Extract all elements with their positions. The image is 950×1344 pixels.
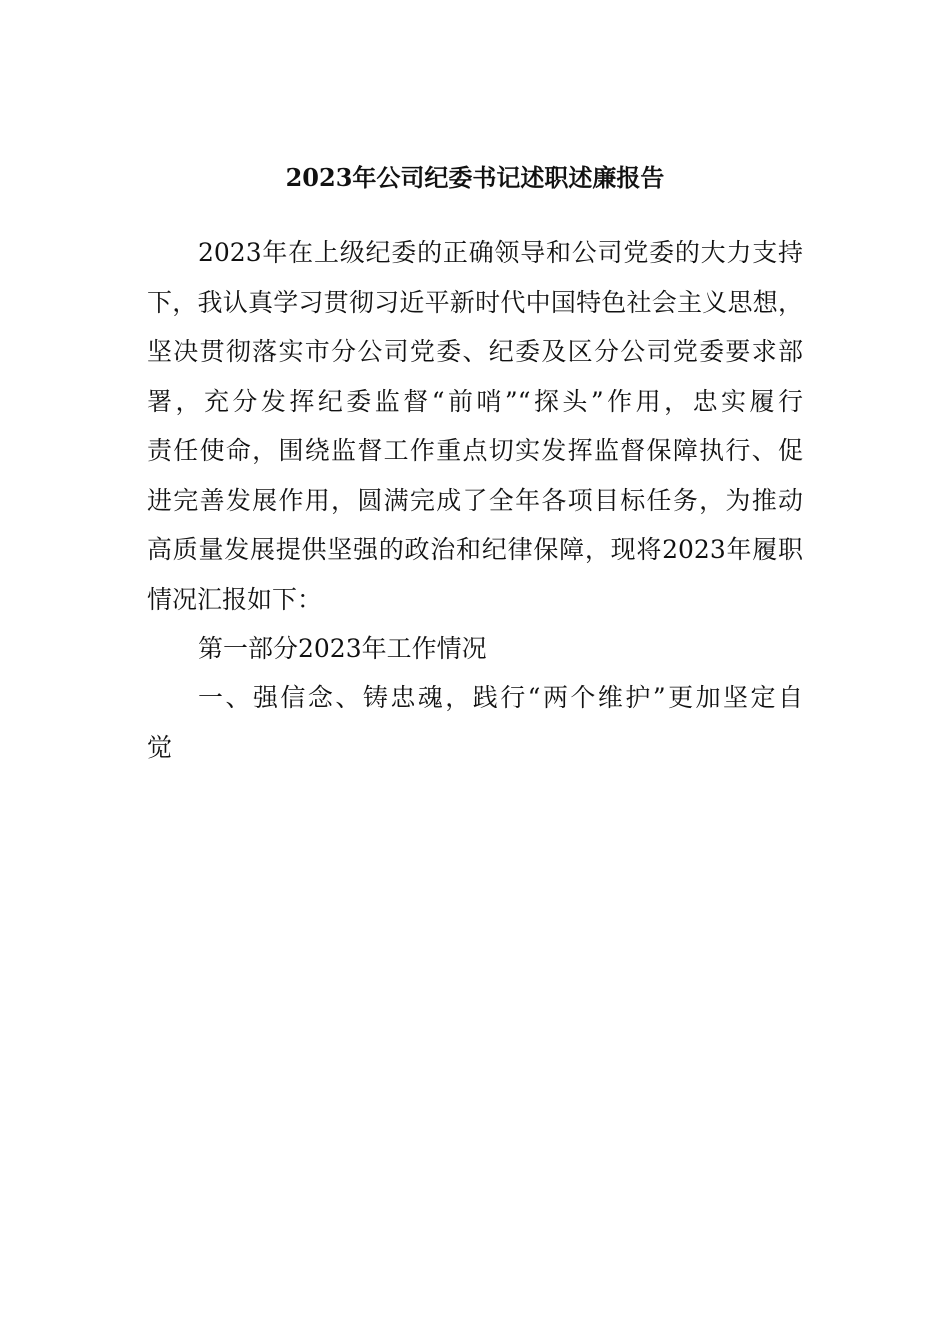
section-heading-text: 第一部分2023年工作情况 — [198, 634, 487, 663]
subheading-line: 一、强信念、铸忠魂，践行“两个维护”更加坚定自 — [198, 683, 803, 712]
section-heading — [147, 624, 803, 674]
subheading — [147, 673, 803, 772]
paragraph-line: 高质量发展提供坚强的政治和纪律保障，现将2023年履职 — [147, 535, 803, 564]
paragraph-line: 2023年在上级纪委的正确领导和公司党委的大力支持 — [198, 238, 803, 267]
intro-paragraph — [147, 228, 803, 624]
paragraph-line: 下，我认真学习贯彻习近平新时代中国特色社会主义思想， — [147, 287, 803, 317]
subheading-line: 觉 — [147, 732, 173, 762]
paragraph-line: 坚决贯彻落实市分公司党委、纪委及区分公司党委要求部 — [147, 337, 803, 366]
paragraph-line: 进完善发展作用，圆满完成了全年各项目标任务，为推动 — [147, 485, 803, 515]
document-title: 2023年公司纪委书记述职述廉报告 — [285, 163, 665, 192]
paragraph-line: 责任使命，围绕监督工作重点切实发挥监督保障执行、促 — [147, 436, 803, 465]
paragraph-line: 情况汇报如下： — [147, 584, 323, 614]
paragraph-line: 署，充分发挥纪委监督“前哨”“探头”作用，忠实履行 — [147, 386, 803, 416]
